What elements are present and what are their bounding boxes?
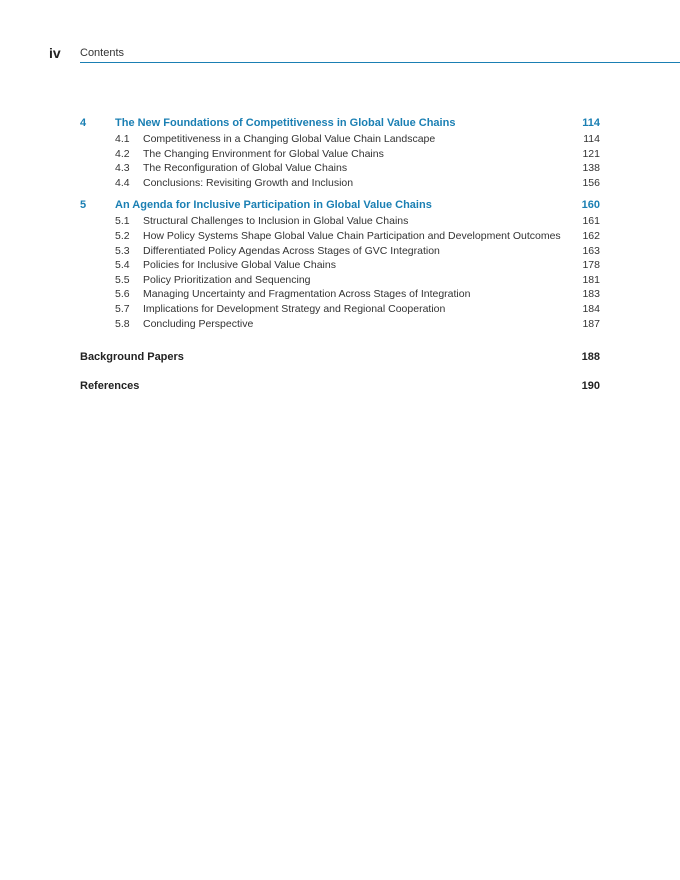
toc-section[interactable] [80,259,600,274]
chapter-title: An Agenda for Inclusive Participation in Global Value Chains [115,199,432,212]
chapter-title: The New Foundations of Competitiveness in Global Value Chains [115,117,456,129]
section-title: Competitiveness in a Changing Global Value Chain Landscape [143,133,436,145]
toc-section[interactable] [80,148,600,163]
toc-section[interactable] [80,230,600,245]
section-page: 183 [582,288,600,301]
toc-chapter-4 [80,117,600,191]
section-title: How Policy Systems Shape Global Value Chain Participation and Development Outcomes [143,229,561,242]
section-title: The Reconfiguration of Global Value Chains [143,162,348,175]
back-matter-page: 188 [581,351,600,364]
section-number: 4.1 [115,133,130,145]
section-number: 5.6 [115,288,130,301]
section-title: Concluding Perspective [143,317,254,330]
section-page: 162 [582,229,600,242]
section-page: 114 [583,133,600,145]
chapter-number: 5 [80,199,87,212]
section-title: The Changing Environment for Global Value Chains [143,147,384,160]
section-number: 5.5 [115,273,130,286]
table-of-contents [80,117,600,396]
toc-chapter-5 [80,199,600,332]
toc-section[interactable] [80,133,600,148]
section-title: Structural Challenges to Inclusion in Global Value Chains [143,215,409,228]
section-number: 5.2 [115,229,130,242]
chapter-heading[interactable] [80,117,600,133]
section-number: 5.8 [115,317,130,330]
chapter-number: 4 [80,117,87,129]
section-title: Policies for Inclusive Global Value Chains [143,259,336,272]
section-page: 161 [582,215,600,228]
toc-references[interactable] [80,380,600,396]
toc-section[interactable] [80,162,600,177]
toc-section[interactable] [80,245,600,260]
section-title: Policy Prioritization and Sequencing [143,273,311,286]
section-number: 5.4 [115,259,130,272]
toc-section[interactable] [80,303,600,318]
section-title: Managing Uncertainty and Fragmentation Across Stages of Integration [143,288,471,301]
section-title: Implications for Development Strategy and Regional Cooperation [143,302,446,315]
section-page: 163 [582,244,600,257]
chapter-heading[interactable] [80,199,600,215]
section-page: 187 [582,317,600,330]
toc-section[interactable] [80,274,600,289]
running-title: Contents [80,47,125,59]
section-number: 5.3 [115,244,130,257]
toc-section[interactable] [80,288,600,303]
section-page: 184 [582,302,600,315]
section-page: 156 [582,176,600,189]
page-number: iv [49,45,61,61]
toc-section[interactable] [80,215,600,230]
section-number: 4.2 [115,147,130,160]
toc-section[interactable] [80,177,600,192]
back-matter-page: 190 [581,380,600,393]
header-rule [80,62,680,63]
back-matter-title: References [80,380,140,393]
toc-background-papers[interactable] [80,351,600,367]
section-number: 5.1 [115,215,130,228]
page-header [0,44,680,64]
toc-section[interactable] [80,318,600,333]
section-page: 138 [582,162,600,175]
section-page: 121 [582,147,600,160]
section-title: Differentiated Policy Agendas Across Stages of GVC Integration [143,244,440,257]
section-number: 4.4 [115,176,130,189]
section-title: Conclusions: Revisiting Growth and Inclusion [143,176,354,189]
section-number: 4.3 [115,162,130,175]
chapter-page: 160 [581,199,600,212]
back-matter-title: Background Papers [80,351,184,364]
section-page: 181 [582,273,600,286]
section-page: 178 [582,259,600,272]
chapter-page: 114 [582,117,600,129]
section-number: 5.7 [115,302,130,315]
